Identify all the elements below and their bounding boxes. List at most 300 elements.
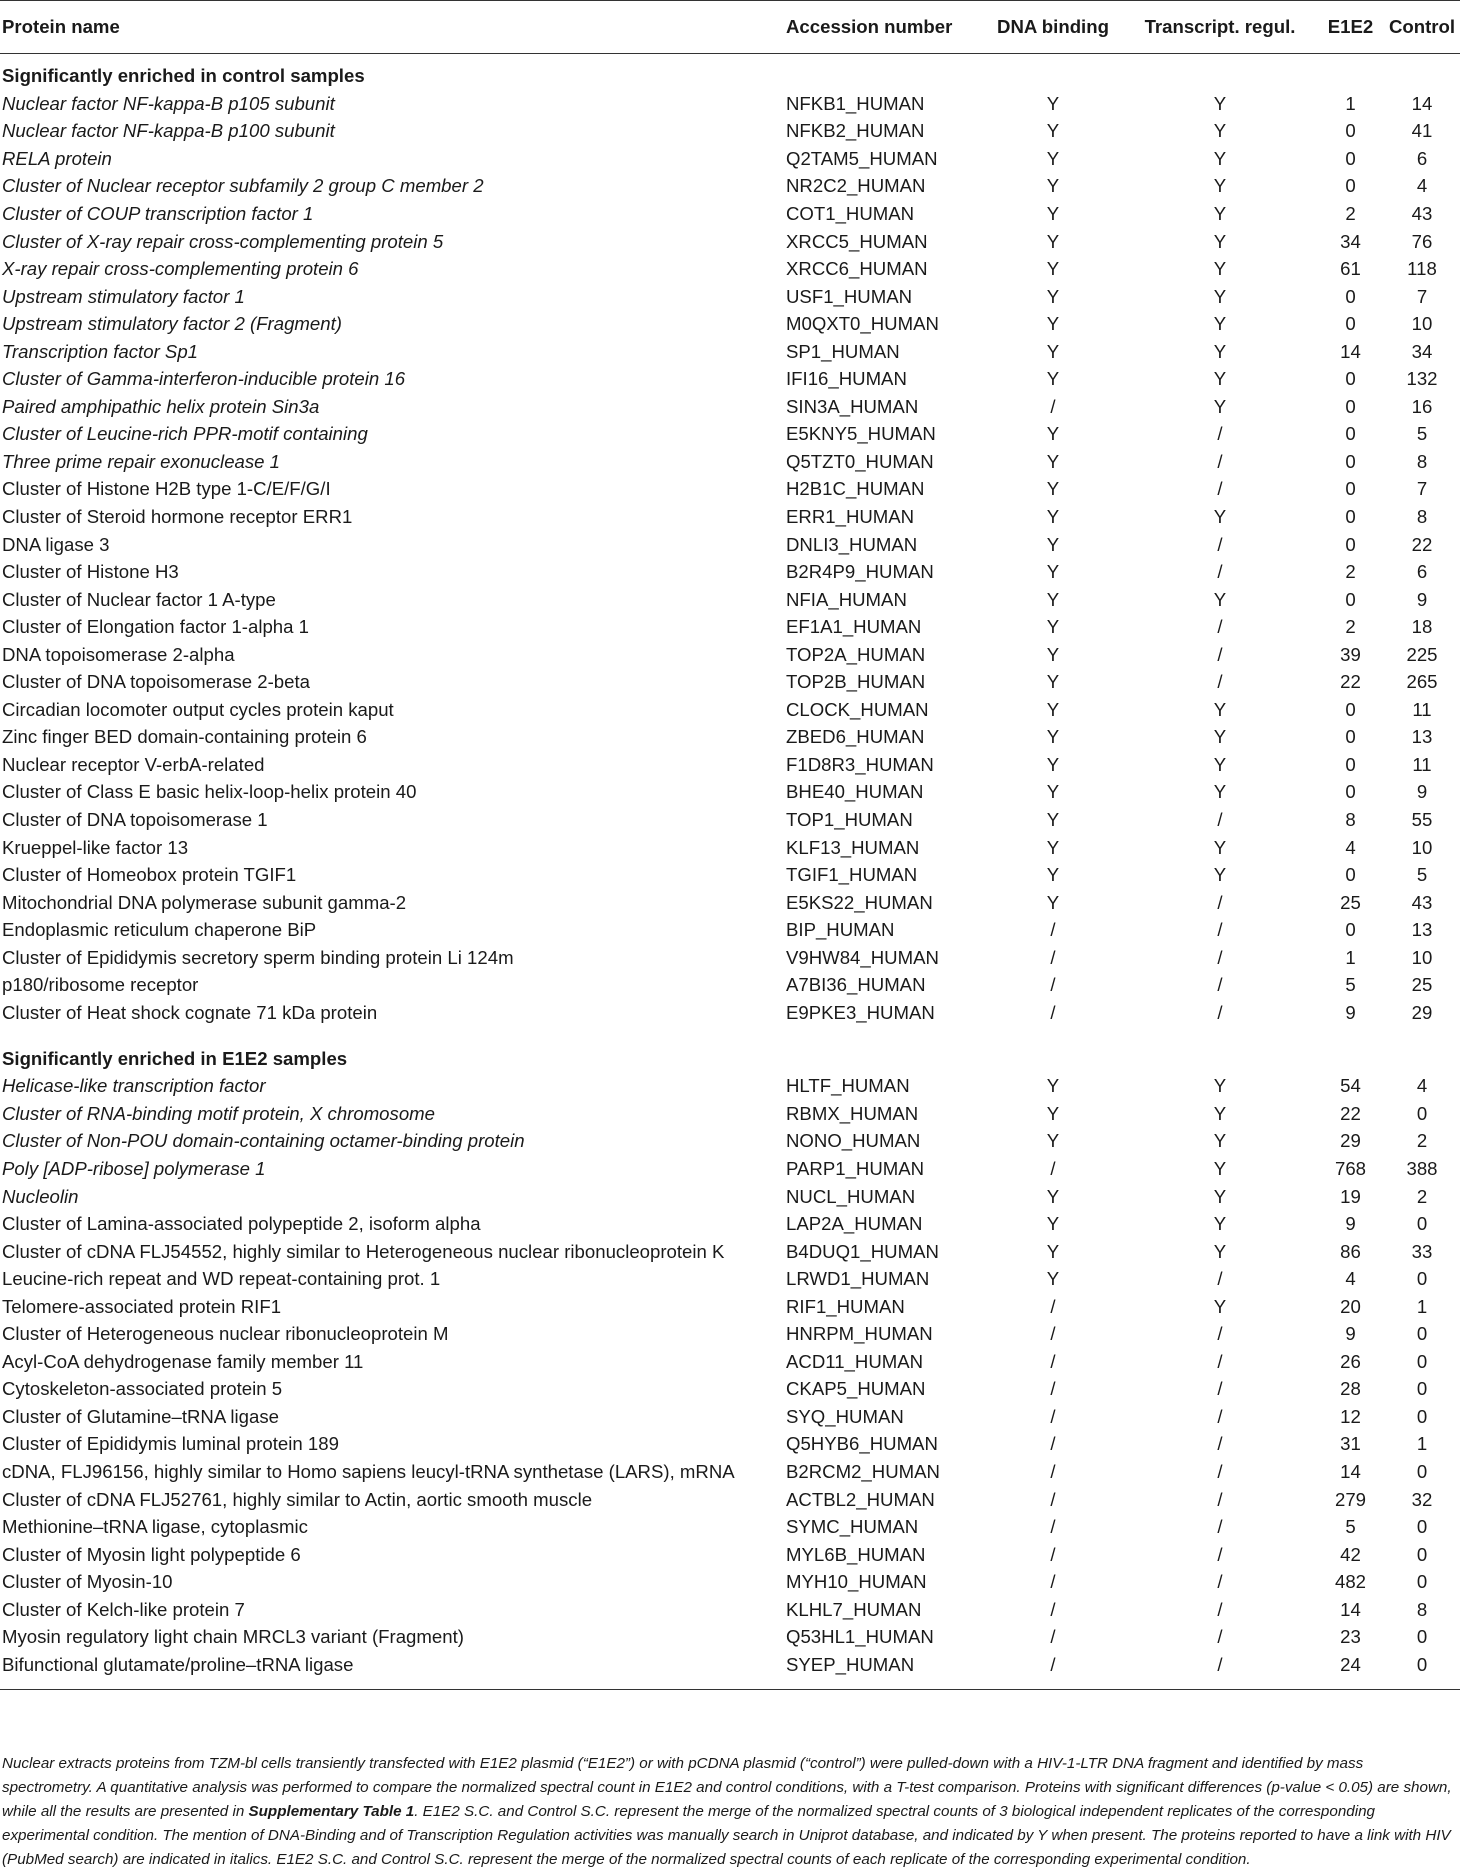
control-count-cell: 9 (1416, 588, 1428, 610)
transcript-regul-cell: Y (1213, 588, 1227, 610)
control-count-cell: 7 (1416, 478, 1428, 500)
protein-name-cell: Circadian locomoter output cycles protein kaput (2, 698, 394, 720)
table-row (0, 696, 1460, 724)
table-row (0, 1513, 1460, 1541)
accession-cell: ZBED6_HUMAN (786, 726, 925, 748)
protein-name-cell: Cluster of Class E basic helix-loop-helix protein 40 (2, 781, 417, 803)
transcript-regul-cell: Y (1213, 202, 1227, 224)
transcript-regul-cell: / (1217, 1323, 1223, 1345)
control-count-cell: 4 (1416, 1075, 1428, 1097)
table-row (0, 1596, 1460, 1624)
transcript-regul-cell: Y (1213, 175, 1227, 197)
control-count-cell: 33 (1411, 1240, 1433, 1262)
control-count-cell: 25 (1411, 974, 1433, 996)
table-row (0, 503, 1460, 531)
protein-name-cell: Upstream stimulatory factor 1 (2, 285, 245, 307)
transcript-regul-cell: Y (1213, 726, 1227, 748)
transcript-regul-cell: Y (1213, 781, 1227, 803)
e1e2-count-cell: 0 (1345, 698, 1356, 720)
dna-binding-cell: Y (1046, 202, 1060, 224)
control-count-cell: 34 (1411, 340, 1433, 362)
control-count-cell: 22 (1411, 533, 1433, 555)
table-row (0, 1210, 1460, 1238)
protein-name-cell: DNA topoisomerase 2-alpha (2, 643, 235, 665)
control-count-cell: 132 (1406, 368, 1438, 390)
dna-binding-cell: / (1050, 1350, 1056, 1372)
transcript-regul-cell: / (1217, 1461, 1223, 1483)
control-count-cell: 0 (1416, 1102, 1428, 1124)
control-count-cell: 32 (1411, 1488, 1433, 1510)
accession-cell: TOP1_HUMAN (786, 808, 913, 830)
dna-binding-cell: Y (1046, 588, 1060, 610)
table-row (0, 1265, 1460, 1293)
e1e2-count-cell: 0 (1345, 588, 1356, 610)
accession-cell: H2B1C_HUMAN (786, 478, 925, 500)
accession-cell: MYL6B_HUMAN (786, 1543, 926, 1565)
control-count-cell: 55 (1411, 808, 1433, 830)
table-row (0, 779, 1460, 807)
dna-binding-cell: Y (1046, 478, 1060, 500)
dna-binding-cell: Y (1046, 147, 1060, 169)
table-row (0, 806, 1460, 834)
accession-cell: XRCC5_HUMAN (786, 230, 928, 252)
protein-name-cell: DNA ligase 3 (2, 533, 110, 555)
control-count-cell: 4 (1416, 175, 1428, 197)
table-row (0, 586, 1460, 614)
protein-name-cell: Myosin regulatory light chain MRCL3 variant (Fragment) (2, 1626, 464, 1648)
protein-name-cell: Cluster of DNA topoisomerase 1 (2, 808, 268, 830)
e1e2-count-cell: 9 (1345, 1001, 1356, 1023)
table-row (0, 1431, 1460, 1459)
control-count-cell: 6 (1416, 561, 1428, 583)
transcript-regul-cell: Y (1213, 395, 1227, 417)
accession-cell: RBMX_HUMAN (786, 1102, 919, 1124)
accession-cell: ACD11_HUMAN (786, 1350, 924, 1372)
control-count-cell: 0 (1416, 1405, 1428, 1427)
protein-name-cell: Krueppel-like factor 13 (2, 836, 189, 858)
accession-cell: BHE40_HUMAN (786, 781, 924, 803)
control-count-cell: 18 (1411, 616, 1433, 638)
accession-cell: Q2TAM5_HUMAN (786, 147, 938, 169)
dna-binding-cell: / (1050, 974, 1056, 996)
transcript-regul-cell: / (1217, 478, 1223, 500)
dna-binding-cell: Y (1046, 891, 1060, 913)
control-count-cell: 225 (1406, 643, 1438, 665)
table-row (0, 1321, 1460, 1349)
control-count-cell: 11 (1412, 698, 1432, 720)
protein-name-cell: Acyl-CoA dehydrogenase family member 11 (2, 1350, 364, 1372)
accession-cell: ACTBL2_HUMAN (786, 1488, 935, 1510)
accession-cell: LAP2A_HUMAN (786, 1213, 923, 1235)
transcript-regul-cell: / (1217, 946, 1223, 968)
e1e2-count-cell: 0 (1345, 147, 1356, 169)
protein-name-cell: cDNA, FLJ96156, highly similar to Homo sapiens leucyl-tRNA synthetase (LARS), mRNA (2, 1461, 735, 1483)
protein-name-cell: Cluster of Nuclear receptor subfamily 2 group C member 2 (2, 175, 484, 197)
dna-binding-cell: / (1050, 1323, 1056, 1345)
dna-binding-cell: Y (1046, 1185, 1060, 1207)
dna-binding-cell: Y (1046, 726, 1060, 748)
e1e2-count-cell: 279 (1334, 1488, 1367, 1510)
accession-cell: MYH10_HUMAN (786, 1571, 927, 1593)
e1e2-count-cell: 5 (1345, 974, 1356, 996)
accession-cell: SYEP_HUMAN (786, 1653, 915, 1675)
control-count-cell: 76 (1411, 230, 1433, 252)
table-row (0, 338, 1460, 366)
section-header-e1e2 (0, 1027, 1460, 1073)
protein-name-cell: Cluster of Homeobox protein TGIF1 (2, 864, 297, 886)
table-row (0, 476, 1460, 504)
transcript-regul-cell: / (1217, 643, 1223, 665)
control-count-cell: 43 (1411, 202, 1433, 224)
accession-cell: USF1_HUMAN (786, 285, 913, 307)
table-row (0, 393, 1460, 421)
accession-cell: LRWD1_HUMAN (786, 1268, 930, 1290)
transcript-regul-cell: / (1217, 1405, 1223, 1427)
e1e2-count-cell: 86 (1340, 1240, 1361, 1262)
protein-name-cell: Cluster of DNA topoisomerase 2-beta (2, 671, 310, 693)
e1e2-count-cell: 42 (1340, 1543, 1361, 1565)
accession-cell: A7BI36_HUMAN (786, 974, 926, 996)
table-row (0, 145, 1460, 173)
e1e2-count-cell: 0 (1345, 864, 1356, 886)
e1e2-count-cell: 8 (1345, 808, 1356, 830)
protein-name-cell: Transcription factor Sp1 (2, 340, 199, 362)
table-row (0, 448, 1460, 476)
dna-binding-cell: Y (1046, 616, 1060, 638)
dna-binding-cell: Y (1046, 836, 1060, 858)
e1e2-count-cell: 1 (1345, 946, 1356, 968)
accession-cell: TGIF1_HUMAN (786, 864, 918, 886)
transcript-regul-cell: Y (1213, 285, 1227, 307)
protein-name-cell: Helicase-like transcription factor (2, 1075, 266, 1097)
dna-binding-cell: / (1050, 1378, 1056, 1400)
transcript-regul-cell: Y (1213, 230, 1227, 252)
e1e2-count-cell: 29 (1340, 1130, 1361, 1152)
transcript-regul-cell: Y (1213, 120, 1227, 142)
caption-text-1: Nuclear extracts proteins from TZM-bl cells transiently transfected with E1E2 plasmid (“E1E2”) or with pCDNA plasmid (“control”) were pulled-down with a HIV-1-LTR DNA fragment and identified by mass spectrometry. A quantitative analysis was performed to compare the normalized spectral count in E1E2 and control conditions, with a T-test comparison. Proteins with significant differences (p-value < 0.05) are shown, while all the results are presented in (2, 1755, 1452, 1820)
table-row (0, 834, 1460, 862)
transcript-regul-cell: Y (1213, 1295, 1227, 1317)
transcript-regul-cell: / (1217, 1378, 1223, 1400)
table-row (0, 310, 1460, 338)
e1e2-count-cell: 0 (1345, 313, 1356, 335)
dna-binding-cell: Y (1046, 175, 1060, 197)
protein-name-cell: Cluster of Steroid hormone receptor ERR1 (2, 505, 353, 527)
table-row (0, 1348, 1460, 1376)
section-title-control: Significantly enriched in control samples (2, 65, 365, 86)
protein-name-cell: Poly [ADP-ribose] polymerase 1 (2, 1158, 266, 1179)
transcript-regul-cell: Y (1213, 313, 1227, 335)
control-count-cell: 0 (1416, 1268, 1428, 1290)
protein-name-cell: Cluster of Epididymis luminal protein 189 (2, 1433, 339, 1455)
dna-binding-cell: Y (1046, 92, 1060, 114)
accession-cell: CKAP5_HUMAN (786, 1378, 926, 1400)
control-count-cell: 14 (1411, 92, 1433, 114)
protein-name-cell: Cluster of Heat shock cognate 71 kDa protein (2, 1001, 378, 1023)
table-row (0, 1568, 1460, 1596)
protein-name-cell: Nucleolin (2, 1185, 79, 1207)
dna-binding-cell: / (1050, 1001, 1056, 1023)
dna-binding-cell: / (1050, 1295, 1056, 1317)
accession-cell: SP1_HUMAN (786, 340, 900, 362)
e1e2-count-cell: 19 (1340, 1185, 1361, 1207)
dna-binding-cell: Y (1046, 1075, 1060, 1097)
table-header (0, 1, 1460, 54)
dna-binding-cell: / (1050, 1653, 1056, 1675)
transcript-regul-cell: / (1217, 1543, 1223, 1565)
table-row (0, 365, 1460, 393)
transcript-regul-cell: Y (1213, 1158, 1227, 1179)
dna-binding-cell: Y (1046, 781, 1060, 803)
e1e2-count-cell: 2 (1345, 616, 1356, 638)
accession-cell: KLHL7_HUMAN (786, 1598, 922, 1620)
table-row (0, 1293, 1460, 1321)
dna-binding-cell: Y (1046, 1130, 1060, 1152)
dna-binding-cell: / (1050, 1461, 1056, 1483)
table-row (0, 889, 1460, 917)
e1e2-count-cell: 2 (1345, 202, 1356, 224)
accession-cell: E9PKE3_HUMAN (786, 1001, 935, 1023)
accession-cell: TOP2B_HUMAN (786, 671, 926, 693)
dna-binding-cell: Y (1046, 643, 1060, 665)
table-row (0, 724, 1460, 752)
transcript-regul-cell: / (1217, 1626, 1223, 1648)
control-count-cell: 0 (1416, 1626, 1428, 1648)
accession-cell: B2R4P9_HUMAN (786, 561, 934, 583)
control-count-cell: 388 (1406, 1158, 1438, 1179)
e1e2-count-cell: 0 (1345, 395, 1356, 417)
dna-binding-cell: / (1050, 1158, 1056, 1179)
control-count-cell: 1 (1416, 1433, 1428, 1455)
dna-binding-cell: Y (1046, 1213, 1060, 1235)
table-row (0, 1651, 1460, 1679)
accession-cell: Q53HL1_HUMAN (786, 1626, 934, 1648)
control-count-cell: 265 (1406, 671, 1438, 693)
table-row (0, 1100, 1460, 1128)
header-e1e2: E1E2 (1317, 1, 1384, 54)
dna-binding-cell: Y (1046, 340, 1060, 362)
dna-binding-cell: / (1050, 946, 1056, 968)
transcript-regul-cell: Y (1213, 753, 1227, 775)
dna-binding-cell: / (1050, 1598, 1056, 1620)
control-count-cell: 0 (1416, 1516, 1428, 1538)
table-row (0, 1403, 1460, 1431)
control-count-cell: 2 (1416, 1130, 1428, 1152)
transcript-regul-cell: / (1217, 974, 1223, 996)
dna-binding-cell: Y (1046, 505, 1060, 527)
protein-name-cell: X-ray repair cross-complementing protein 6 (2, 258, 359, 280)
e1e2-count-cell: 0 (1345, 423, 1356, 445)
transcript-regul-cell: Y (1213, 1213, 1227, 1235)
table-row (0, 1541, 1460, 1569)
e1e2-count-cell: 26 (1340, 1350, 1361, 1372)
e1e2-count-cell: 0 (1345, 478, 1356, 500)
dna-binding-cell: Y (1046, 230, 1060, 252)
accession-cell: NONO_HUMAN (786, 1130, 921, 1152)
dna-binding-cell: Y (1046, 1102, 1060, 1124)
accession-cell: NFKB2_HUMAN (786, 120, 925, 142)
control-count-cell: 5 (1416, 864, 1428, 886)
dna-binding-cell: / (1050, 395, 1056, 417)
e1e2-count-cell: 4 (1345, 1268, 1356, 1290)
control-count-cell: 16 (1411, 395, 1433, 417)
protein-name-cell: Endoplasmic reticulum chaperone BiP (2, 919, 317, 941)
section-title-e1e2: Significantly enriched in E1E2 samples (2, 1047, 348, 1069)
transcript-regul-cell: Y (1213, 368, 1227, 390)
protein-name-cell: Cluster of Glutamine–tRNA ligase (2, 1405, 279, 1427)
control-count-cell: 8 (1416, 450, 1428, 472)
header-control: Control (1384, 1, 1460, 54)
e1e2-count-cell: 9 (1345, 1323, 1356, 1345)
control-count-cell: 5 (1416, 423, 1428, 445)
protein-name-cell: Mitochondrial DNA polymerase subunit gamma-2 (2, 891, 407, 913)
protein-name-cell: Cluster of Leucine-rich PPR-motif containing (2, 423, 368, 445)
dna-binding-cell: / (1050, 1626, 1056, 1648)
dna-binding-cell: / (1050, 1488, 1056, 1510)
table-row (0, 1183, 1460, 1211)
dna-binding-cell: Y (1046, 120, 1060, 142)
e1e2-count-cell: 14 (1340, 1598, 1361, 1620)
control-count-cell: 0 (1416, 1543, 1428, 1565)
transcript-regul-cell: / (1217, 561, 1223, 583)
transcript-regul-cell: / (1217, 1653, 1223, 1675)
table-row (0, 531, 1460, 559)
accession-cell: E5KS22_HUMAN (786, 891, 933, 913)
protein-name-cell: Cytoskeleton-associated protein 5 (2, 1378, 283, 1400)
transcript-regul-cell: / (1217, 808, 1223, 830)
dna-binding-cell: Y (1046, 808, 1060, 830)
control-count-cell: 10 (1411, 313, 1433, 335)
protein-name-cell: Cluster of cDNA FLJ54552, highly similar to Heterogeneous nuclear ribonucleoprotein K (2, 1240, 725, 1262)
table-row (0, 944, 1460, 972)
transcript-regul-cell: Y (1213, 1102, 1227, 1124)
transcript-regul-cell: / (1217, 1516, 1223, 1538)
accession-cell: XRCC6_HUMAN (786, 258, 928, 280)
dna-binding-cell: Y (1046, 285, 1060, 307)
accession-cell: NUCL_HUMAN (786, 1185, 916, 1207)
accession-cell: E5KNY5_HUMAN (786, 423, 936, 445)
dna-binding-cell: / (1050, 919, 1056, 941)
protein-name-cell: Cluster of Histone H3 (2, 561, 179, 583)
control-count-cell: 0 (1416, 1350, 1428, 1372)
e1e2-count-cell: 14 (1340, 1461, 1361, 1483)
accession-cell: COT1_HUMAN (786, 202, 915, 224)
e1e2-count-cell: 768 (1334, 1158, 1367, 1179)
accession-cell: KLF13_HUMAN (786, 836, 920, 858)
e1e2-count-cell: 14 (1340, 340, 1361, 362)
e1e2-count-cell: 0 (1345, 919, 1356, 941)
accession-cell: NFIA_HUMAN (786, 588, 907, 610)
protein-name-cell: Cluster of Epididymis secretory sperm binding protein Li 124m (2, 946, 514, 968)
accession-cell: TOP2A_HUMAN (786, 643, 926, 665)
control-count-cell: 11 (1412, 753, 1432, 775)
protein-name-cell: Cluster of Histone H2B type 1-C/E/F/G/I (2, 478, 331, 500)
e1e2-count-cell: 54 (1340, 1075, 1361, 1097)
dna-binding-cell: Y (1046, 698, 1060, 720)
accession-cell: F1D8R3_HUMAN (786, 753, 934, 775)
accession-cell: Q5HYB6_HUMAN (786, 1433, 938, 1455)
dna-binding-cell: / (1050, 1571, 1056, 1593)
table-bottom-rule (0, 1679, 1460, 1690)
e1e2-count-cell: 0 (1345, 505, 1356, 527)
table-row (0, 118, 1460, 146)
control-count-cell: 10 (1411, 836, 1433, 858)
control-count-cell: 13 (1411, 919, 1433, 941)
protein-name-cell: Cluster of Elongation factor 1-alpha 1 (2, 616, 309, 638)
accession-cell: EF1A1_HUMAN (786, 616, 922, 638)
table-row (0, 613, 1460, 641)
e1e2-count-cell: 12 (1340, 1405, 1361, 1427)
control-count-cell: 0 (1416, 1571, 1428, 1593)
protein-name-cell: Upstream stimulatory factor 2 (Fragment) (2, 313, 342, 335)
e1e2-count-cell: 9 (1345, 1213, 1356, 1235)
dna-binding-cell: Y (1046, 258, 1060, 280)
e1e2-count-cell: 31 (1340, 1433, 1361, 1455)
e1e2-count-cell: 61 (1340, 258, 1361, 280)
table-row (0, 861, 1460, 889)
control-count-cell: 0 (1416, 1378, 1428, 1400)
caption-text-2: . E1E2 S.C. and Control S.C. represent the merge of the normalized spectral counts of 3 biological independent replicates of the corresponding experimental condition. The mention of DNA-Binding and of Transcription Regulation activities was manually search in Uniprot database, and indicated by Y when present. The proteins reported to have a link with HIV (PubMed search) are indicated in italics. E1E2 S.C. and Control S.C. represent the merge of the normalized spectral counts of each replicate of the corresponding experimental condition. (2, 1803, 1451, 1868)
dna-binding-cell: Y (1046, 450, 1060, 472)
protein-name-cell: Bifunctional glutamate/proline–tRNA ligase (2, 1653, 354, 1675)
protein-name-cell: Cluster of cDNA FLJ52761, highly similar to Actin, aortic smooth muscle (2, 1488, 593, 1510)
dna-binding-cell: Y (1046, 864, 1060, 886)
dna-binding-cell: / (1050, 1405, 1056, 1427)
transcript-regul-cell: / (1217, 533, 1223, 555)
transcript-regul-cell: / (1217, 1268, 1223, 1290)
dna-binding-cell: Y (1046, 671, 1060, 693)
e1e2-count-cell: 0 (1345, 533, 1356, 555)
transcript-regul-cell: Y (1213, 836, 1227, 858)
control-count-cell: 0 (1416, 1461, 1428, 1483)
transcript-regul-cell: / (1217, 1001, 1223, 1023)
protein-name-cell: Cluster of COUP transcription factor 1 (2, 202, 314, 224)
e1e2-count-cell: 482 (1334, 1571, 1367, 1593)
e1e2-count-cell: 0 (1345, 120, 1356, 142)
table-row (0, 421, 1460, 449)
dna-binding-cell: / (1050, 1516, 1056, 1538)
table-row (0, 1155, 1460, 1183)
accession-cell: CLOCK_HUMAN (786, 698, 929, 720)
protein-name-cell: Cluster of Kelch-like protein 7 (2, 1598, 245, 1620)
e1e2-count-cell: 5 (1345, 1516, 1356, 1538)
table-row (0, 1458, 1460, 1486)
table-row (0, 916, 1460, 944)
e1e2-count-cell: 0 (1345, 368, 1356, 390)
control-count-cell: 8 (1416, 505, 1428, 527)
e1e2-count-cell: 25 (1340, 891, 1361, 913)
dna-binding-cell: / (1050, 1543, 1056, 1565)
protein-name-cell: p180/ribosome receptor (2, 974, 199, 996)
table-row (0, 999, 1460, 1027)
protein-name-cell: Cluster of X-ray repair cross-complementing protein 5 (2, 230, 444, 252)
transcript-regul-cell: / (1217, 1350, 1223, 1372)
e1e2-count-cell: 24 (1340, 1653, 1361, 1675)
transcript-regul-cell: Y (1213, 864, 1227, 886)
caption-supplementary-ref: Supplementary Table 1 (248, 1803, 415, 1820)
table-row (0, 972, 1460, 1000)
control-count-cell: 0 (1416, 1323, 1428, 1345)
transcript-regul-cell: Y (1213, 1130, 1227, 1152)
protein-name-cell: Telomere-associated protein RIF1 (2, 1295, 282, 1317)
accession-cell: NFKB1_HUMAN (786, 92, 925, 114)
e1e2-count-cell: 20 (1340, 1295, 1361, 1317)
protein-name-cell: Nuclear factor NF-kappa-B p105 subunit (2, 92, 335, 114)
protein-name-cell: Paired amphipathic helix protein Sin3a (2, 395, 320, 417)
transcript-regul-cell: Y (1213, 698, 1227, 720)
protein-name-cell: Three prime repair exonuclease 1 (2, 450, 281, 472)
protein-name-cell: Methionine–tRNA ligase, cytoplasmic (2, 1516, 308, 1538)
